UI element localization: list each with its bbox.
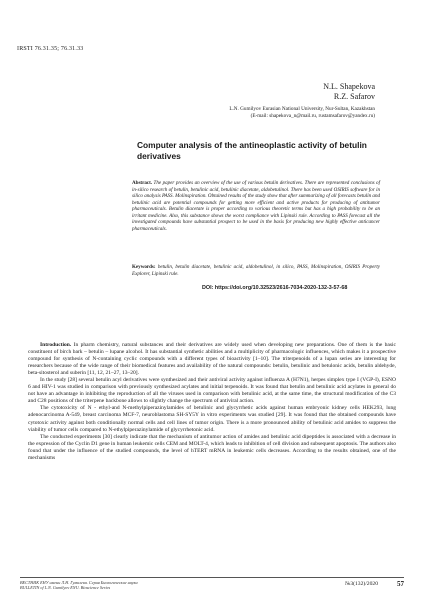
author-name: R.Z. Safarov — [333, 92, 375, 101]
irsti-code: IRSTI 76.31.35; 76.31.33 — [17, 46, 84, 52]
paragraph-text: In pharm chemistry, natural substances and their derivatives are widely used when developing new preparations. One of them is the basic constituent of birch bark – betulin – lupane alcohol. It has substantial synthetic abilities and a multiplicity of pharmacologic influences, which makes it a prospective compound for synthesis of N-containing cyclic compounds with a different types of bioactivity [1–10]. The triterpenoids of a lupan series are interesting for researchers because of the wide range of their biomedical features and availability of the natural compounds: betulin, betulinic and betulonic acids, betulin aldehyde, beta-sitosterol and suberin [11, 12, 21–27, 13–20]. — [28, 342, 396, 377]
keywords-text: betulin, betulin diacetate, betulinic acid, aldobetulinol, in silico, PASS, Molinspiration, OSIRIS Property Explorer, Lipinski rule. — [132, 264, 380, 277]
keywords — [132, 264, 380, 277]
journal-name-en: BULLETIN of L.N. Gumilyov ENU. Bioscience Series — [20, 585, 111, 591]
paper-title: Computer analysis of the antineoplastic activity of betulin derivatives — [137, 140, 367, 161]
journal-name-ru: ВЕСТНИК ЕНУ имени Л.Н. Гумилева. Серия Биологические науки — [20, 580, 138, 585]
keywords-label: Keywords: — [132, 264, 156, 270]
abstract-text: The paper provides an overview of the use of various betulin derivatives. There are represented conclusions of in-silico research of betulin, betulinic acid, betulinic diacetate, aldobetulinol. There has been used OSIRIS software for in silico analysis PASS. Molinspiration. Obtained results of the study show that after summarizing of all forecasts betulin and betulinic acid are potential compounds for getting more efficient and active products for producing of antitumor pharmaceuticals. Betulin diacetate is proper according to various theoretic terms but has a high probability to be an irritant medicine. Also, this substance shows the worst compliance with Lipinski rule. According to PASS forecast all the investigated compounds have substantial prospect to be used in the basis for producing new highly effective anticancer pharmaceuticals. — [132, 180, 380, 232]
institution: L.N. Gumilyov Eurasian National University, Nur-Sultan, Kazakhstan — [229, 106, 375, 112]
affiliation — [229, 106, 375, 120]
author-name: N.L. Shapekova — [323, 82, 375, 91]
body-paragraph — [28, 405, 396, 433]
article-body — [28, 342, 396, 462]
body-paragraph — [28, 377, 396, 405]
section-heading: Introduction. — [40, 342, 72, 348]
page-number: 57 — [397, 580, 404, 588]
paragraph-text: The conducted experiments [30] clearly indicate that the mechanism of antitumor action of amides and betulinic acid dipeptides is associated with a decrease in the expression of the Cyclin D1 gene in human leukemic cells CEM and MOLT-4, which leads to inhibition of cell division and subsequent apoptosis. The authors also found that under the influence of the studied compounds, the level of hTERT mRNA in leukemic cells decreases. According to the results obtained, one of the mechanisms — [28, 433, 396, 461]
abstract — [132, 180, 380, 232]
footer-divider — [20, 577, 404, 578]
author-list — [323, 82, 375, 102]
issue-number: №3(132)/2020 — [345, 581, 378, 587]
paragraph-text: In the study [28] several betulin acyl derivatives were synthesized and their antiviral activity against influenza A (H7N1), herpes simplex type I (VGP-I), ESNO 6 and HIV-1 was studied in comparison with previously synthesized acylates and initial terpenoids. It was found that betulin and betulinic acid acylates in general do not have an advantage in inhibiting the reproduction of all the viruses used in comparison with betulinic acid, at the same time, the structural modification of the C3 and C28 positions of the triterpene backbone allows to slightly change the spectrum of antiviral action. — [28, 377, 396, 405]
body-paragraph — [28, 342, 396, 377]
abstract-label: Abstract. — [132, 180, 153, 186]
paragraph-text: The cytotoxicity of N - ethyl-and N-methylpiperazinylamides of betulinic and glycyrrhetic acids against human embryonic kidney cells HEK293, lung adenocarcinoma A-549, breast carcinoma MCF-7, neuroblastoma SH-SY5Y in vitro experiments was studied [29]. It was found that the obtained compounds have cytotoxic activity against both conditionally normal cells and cell lines of tumor origin. There is a more pronounced ability of betulinic acid amides to suppress the viability of tumor cells compared to N-ethylpiperazinylamide of glycyrrhetonic acid. — [28, 405, 396, 433]
body-paragraph — [28, 434, 396, 462]
journal-name — [20, 580, 138, 591]
author-emails: (E-mail: shapekova_n@mail.ru, rustamsafarov@yandex.ru) — [250, 113, 375, 119]
doi-link[interactable]: DOI: https://doi.org/10.32523/2616-7034-2020-132-3-57-68 — [202, 285, 348, 291]
